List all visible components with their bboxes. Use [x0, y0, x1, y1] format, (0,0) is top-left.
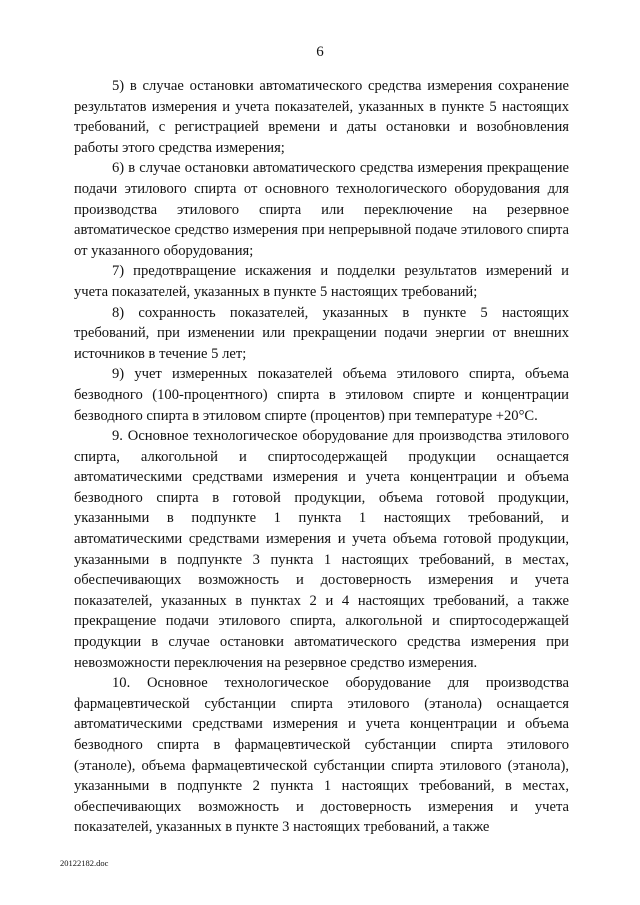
paragraph-item-5: 5) в случае остановки автоматического средства измерения сохранение результатов измерения и учета показателей, указанных в пункте 5 настоящих требований, с регистрацией времени и даты остановки и возобновления работы этого средства измерения; — [74, 78, 569, 156]
paragraph-item-8: 8) сохранность показателей, указанных в пункте 5 настоящих требований, при изменении или прекращении подачи энергии от внешних источников в течение 5 лет; — [74, 304, 569, 362]
document-body — [74, 76, 569, 838]
paragraph-item-7: 7) предотвращение искажения и подделки результатов измерений и учета показателей, указанных в пункте 5 настоящих требований; — [74, 263, 569, 300]
paragraph-section-10: 10. Основное технологическое оборудование для производства фармацевтической субстанции спирта этилового (этанола) оснащается автоматическими средствами измерения и учета концентрации и объема безводного спирта в фармацевтической субстанции спирта этилового (этаноле), объема фармацевтической субстанции спирта этилового (этанола), указанными в подпункте 2 пункта 1 настоящих требований, в местах, обеспечивающих возможность и достоверность измерения и учета показателей, указанных в пункте 3 настоящих требований, а также — [74, 675, 569, 836]
page-number: 6 — [316, 44, 324, 60]
document-filename: 20122182.doc — [60, 858, 109, 868]
paragraph-section-9: 9. Основное технологическое оборудование для производства этилового спирта, алкогольной и спиртосодержащей продукции оснащается автоматическими средствами измерения и учета концентрации и объема безводного спирта в готовой продукции, объема готовой продукции, указанными в подпункте 1 пункта 1 настоящих требований, и автоматическими средствами измерения и учета объема готовой продукции, указанными в подпункте 3 пункта 1 настоящих требований, в местах, обеспечивающих возможность и достоверность измерения и учета показателей, указанных в пунктах 2 и 4 настоящих требований, а также прекращение подачи этилового спирта, алкогольной и спиртосодержащей продукции в случае остановки автоматического средства измерения при невозможности переключения на резервное средство измерения. — [74, 428, 569, 671]
paragraph-item-6: 6) в случае остановки автоматического средства измерения прекращение подачи этилового спирта от основного технологического оборудования для производства этилового спирта или переключение на резервное автоматическое средство измерения при непрерывной подаче этилового спирта от указанного оборудования; — [74, 160, 569, 259]
paragraph-item-9: 9) учет измеренных показателей объема этилового спирта, объема безводного (100-процентного) спирта в этиловом спирте и концентрации безводного спирта в этиловом спирте (процентов) при температуре +20°С. — [74, 366, 569, 424]
